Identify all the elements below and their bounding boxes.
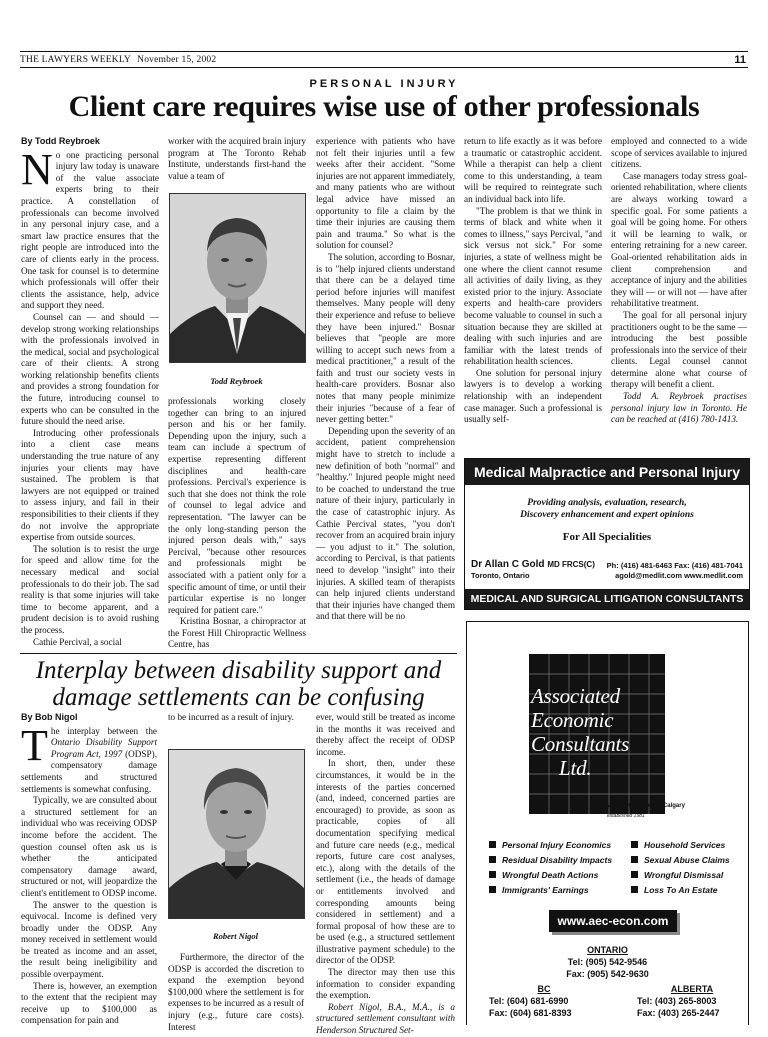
ontario-contact <box>467 944 748 980</box>
service-item: Loss To An Estate <box>631 883 730 898</box>
todd-reybroek-caption: Todd Reybroek <box>210 376 263 386</box>
tagline-line-2: Discovery enhancement and expert opinions <box>520 510 694 520</box>
paragraph: return to life exactly as it was before a traumatic or catastrophic accident. While a therapist can help a client come to this understanding, a team will be required to reintegrate such an individual back into life. <box>464 136 602 204</box>
article1-column-5 <box>611 136 747 443</box>
author-bio: Robert Nigol, B.A., M.A., is a structured settlement consultant with Henderson Structured Set- <box>316 1001 455 1036</box>
service-item: Wrongful Dismissal <box>631 868 730 883</box>
portrait-illustration <box>169 750 304 918</box>
article1-column-2-continued <box>168 396 306 650</box>
tagline-line-1: Providing analysis, evaluation, research, <box>527 498 687 508</box>
service-item: Household Services <box>631 838 730 853</box>
paragraph: ever, would still be treated as income in the months it was received and thereby affect the receipt of ODSP income. <box>316 712 455 757</box>
ad-tagline <box>465 497 749 521</box>
bullet-square-icon <box>631 856 638 863</box>
email-web: agold@medlit.com www.medlit.com <box>615 571 743 580</box>
paragraph: professionals working closely together can bring to an injured person and his or her family. Depending upon the injury, such a team can include a spectrum of expertise representing different disciplines and health-care professions. Percival's experience is such that she does not think the role of counsel to legal advice and representation. "The lawyer can be the only long-standing person the injured person deals with," says Percival, "because other resources and professionals might be associated with a patient only for a specific amount of time, or until their particular expertise is no longer required for patient care." <box>168 396 306 615</box>
paragraph: Depending upon the severity of an accident, patient comprehension might have to stretch to include a new definition of both "normal" and "healthy." Injured people might need to be coached to understand the true nature of their injury, particularly in the case of catastrophic injury. As Cathie Percival states, "you don't recover from an acquired brain injury — you adjust to it." The solution, according to Percival, is that patients need to develop "insight" into their injuries. A skilled team of therapists can help injured clients understand that their injuries have changed them and that there will be no <box>316 425 455 622</box>
article1-byline: By Todd Reybroek <box>21 136 100 146</box>
paragraph: Typically, we are consulted about a structured settlement for an individual who was receiving ODSP income before the accident. The question counsel often ask us is whether the anticipated compensatory damage award, structured or not, will jeopardize the client's entitlement to ODSP income. <box>21 795 157 898</box>
alberta-tel: Tel: (403) 265-8003 <box>637 996 717 1006</box>
article2-headline <box>20 657 457 711</box>
paragraph: Introducing other professionals into a client case means understanding the true nature of any injuries your clients may have sustained. The problem is that lawyers are not equipped or trained to assess injury, and fail in their responsibilities to their clients if they do not involve the appropriate expertise from outside sources. <box>21 427 159 543</box>
paragraph: The answer to the question is equivocal. Income is defined very broadly under the ODSP. Any money received in settlement would be treated as income and an asset, the result being ineligibility and possible overpayment. <box>21 899 157 980</box>
ontario-label: ONTARIO <box>587 945 628 955</box>
ad-specialities: For All Specialities <box>562 531 652 543</box>
paragraph: The solution is to resist the urge for speed and allow time for the necessary medical and social professionals to do their job. The sad reality is that some injuries will take time to become apparent, and a prudent decision is to avoid rushing the process. <box>21 543 159 635</box>
paragraph: worker with the acquired brain injury program at The Toronto Rehab Institute, understands first-hand the value a team of <box>168 136 306 181</box>
logo-word-3: Consultants <box>531 732 630 756</box>
article2-column-1 <box>21 712 157 1024</box>
services-list-left <box>489 838 612 898</box>
issue-date: November 15, 2002 <box>137 55 217 65</box>
service-item: Wrongful Death Actions <box>489 868 612 883</box>
logo-word-4: Ltd. <box>559 756 592 780</box>
header-rule <box>20 67 748 68</box>
ad-footer-bar <box>465 589 749 609</box>
paragraph: One solution for personal injury lawyers is to develop a working relationship with an independent case manager. Such a professional is usually self- <box>464 367 602 425</box>
paragraph: The goal for all personal injury practitioners ought to be the same — introducing the best possible professionals into the service of their clients. Legal counsel cannot determine alone what course of therapy will benefit a client. <box>611 309 747 390</box>
robert-nigol-caption: Robert Nigol <box>212 931 259 941</box>
medical-malpractice-ad <box>464 458 750 610</box>
bullet-square-icon <box>631 886 638 893</box>
bullet-square-icon <box>631 871 638 878</box>
bullet-square-icon <box>631 841 638 848</box>
article2-column-3 <box>316 712 455 1036</box>
headline-line-1: Interplay between disability support and <box>35 657 442 684</box>
article2-column-2 <box>168 712 304 738</box>
ad-contact-row <box>471 559 743 580</box>
article1-column-4 <box>464 136 602 443</box>
alberta-label: ALBERTA <box>670 984 714 994</box>
ad-title-bar <box>465 459 749 485</box>
bullet-square-icon <box>489 841 496 848</box>
alberta-contact <box>637 983 747 1019</box>
dropcap-n: N <box>21 144 53 194</box>
paragraph: Cathie Percival, a social <box>33 636 122 647</box>
article1-column-2 <box>168 136 306 182</box>
paragraph: Kristina Bosnar, a chiropractor at the Forest Hill Chiropractic Wellness Centre, has <box>168 616 306 650</box>
article1-column-1 <box>21 136 159 650</box>
paragraph: The director may then use this information to consider expanding the exemption. <box>316 967 455 1001</box>
alberta-fax: Fax: (403) 265-2447 <box>637 1008 720 1018</box>
page-number: 11 <box>734 54 746 66</box>
paragraph: experience with patients who have not felt their injuries until a few weeks after their accident. "Some injuries are not apparent immediately, and many patients who are without legal advice have missed an opportunity to file a claim by the time their injuries are causing them pain and trauma." So what is the solution for counsel? <box>316 136 455 251</box>
ontario-tel: Tel: (905) 542-9546 <box>567 957 648 967</box>
bc-label: BC <box>537 984 551 994</box>
doctor-credentials: MD FRCS(C) <box>547 560 595 569</box>
ad-footer: MEDICAL AND SURGICAL LITIGATION CONSULTANTS <box>470 593 744 605</box>
publication-name: THE LAWYERS WEEKLY <box>20 55 131 65</box>
services-list-right <box>631 838 730 898</box>
paragraph: The solution, according to Bosnar, is to "help injured clients understand that there can be a delayed time period before injuries will manifest themselves. Many people will deny their experience and refuse to believe they have been injured." Bosnar believes that "people are more willing to accept such news from a medical practitioner," a result of the faith and trust our society vests in health-care providers. Bosnar also notes that many people minimize their injuries "because of a fear of never getting better." <box>316 251 455 425</box>
logo-word-2: Economic <box>531 708 614 732</box>
website-link[interactable]: www.aec-econ.com <box>557 914 669 928</box>
paragraph: Counsel can — and should — develop strong working relationships with the professionals involved in the medical, social and psychological care of their clients. A strong working relationship benefits clients and provides a strong foundation for the future, introducing counsel to experts who can be consulted in the future should the need arise. <box>21 311 159 427</box>
ad-title: Medical Malpractice and Personal Injury <box>473 464 741 480</box>
bc-fax: Fax: (604) 681-8393 <box>489 1008 572 1018</box>
doctor-name: Dr Allan C Gold <box>471 559 545 570</box>
paragraph: he interplay between the <box>50 725 157 736</box>
phone-fax: Ph: (416) 481-6463 Fax: (416) 481-7041 <box>606 561 743 570</box>
todd-reybroek-photo <box>169 193 306 363</box>
paragraph: "The problem is that we think in terms of black and white when it comes to illness," says Percival, "and sick versus not sick." For some injuries, a state of wellness might be one where the client cannot resume all activities of daily living, as they existed prior to the injury. Associate experts and health-care providers become valuable to counsel in such a situation because they are skilled at dealing with such injuries and are familiar with the latest trends of rehabilitation health sciences. <box>464 205 602 367</box>
paragraph: There is, however, an exemption to the extent that the recipient may receive up to $100,000 as compensation for pain and <box>21 980 157 1026</box>
bullet-square-icon <box>489 856 496 863</box>
author-bio: Todd A. Reybroek practises personal injury law in Toronto. He can be reached at (416) 780-1413. <box>611 391 747 425</box>
ontario-fax: Fax: (905) 542-9630 <box>566 969 649 979</box>
paragraph: to be incurred as a result of injury. <box>168 712 294 722</box>
robert-nigol-photo <box>168 749 305 919</box>
paragraph: employed and connected to a wide scope of services available to injured citizens. <box>611 136 747 170</box>
paragraph: (ODSP), compensatory damage settlements and structured settlements is somewhat confusing. <box>21 748 157 794</box>
bc-contact <box>489 983 599 1019</box>
section-divider <box>20 653 457 654</box>
headline-line-2: damage settlements can be confusing <box>52 684 425 711</box>
portrait-illustration <box>170 194 305 362</box>
paragraph: In short, then, under these circumstances, it would be in the interests of the parties concerned (and, indeed, concerned parties are encouraged) to provide, as soon as practicable, copies of all documentation specifying medical and future care needs (e.g., medical reports, future care cost analyses, etc.), along with the details of the settlement (i.e., the heads of damage or entitlements involved and corresponding amounts being considered in settlement) and a formal proposal of how these are to be used (e.g., a structured settlement illustrative payment schedule) to the director of the ODSP. <box>316 758 455 966</box>
article1-column-3 <box>316 136 455 650</box>
bc-tel: Tel: (604) 681-6990 <box>489 996 569 1006</box>
service-item: Residual Disability Impacts <box>489 853 612 868</box>
paragraph: Furthermore, the director of the ODSP is accorded the discretion to expand the exemption beyond $100,000 where the settlement is for expenses to be incurred as a result of injury (e.g., future care costs). Interest <box>168 952 304 1032</box>
article1-headline: Client care requires wise use of other professionals <box>68 90 700 123</box>
article2-column-2-continued <box>168 952 304 1032</box>
top-rule <box>20 51 748 52</box>
bullet-square-icon <box>489 871 496 878</box>
dropcap-t: T <box>21 720 48 770</box>
doctor-location: Toronto, Ontario <box>471 571 530 580</box>
running-header <box>20 55 216 65</box>
aec-cities: Vancouver Toronto Calgary <box>607 803 685 809</box>
paragraph: o one practicing personal injury law today is unaware of the value associate experts bring to their practice. A constellation of professionals can become involved in any personal injury case, and a smart law practice ensures that the right people are introduced into the care of clients early in the process. One task for counsel is to determine which professionals will offer their clients the assistance, help, advice and support they need. <box>21 149 159 311</box>
aec-ad <box>466 621 749 1025</box>
service-item: Personal Injury Economics <box>489 838 612 853</box>
service-item: Sexual Abuse Claims <box>631 853 730 868</box>
section-kicker: PERSONAL INJURY <box>309 78 459 90</box>
aec-logo <box>529 654 665 814</box>
logo-text <box>529 684 699 780</box>
act-title: Ontario Disability Support Program Act, 1997 <box>50 737 157 759</box>
logo-word-1: Associated <box>531 684 620 708</box>
paragraph: Case managers today stress goal-oriented rehabilitation, where clients are always working toward a specific goal. For some patients a goal will be going home. For others it will be learning to walk, or entering retraining for a new career. Goal-oriented rehabilitation aids in client comprehension and acceptance of injury and the abilities they will — or will not — have after rehabilitative treatment. <box>611 170 747 309</box>
bullet-square-icon <box>489 886 496 893</box>
aec-established: established 1981 <box>607 813 645 819</box>
article2-byline: By Bob Nigol <box>21 712 78 722</box>
website-banner <box>549 910 677 932</box>
service-item: Immigrants' Earnings <box>489 883 612 898</box>
